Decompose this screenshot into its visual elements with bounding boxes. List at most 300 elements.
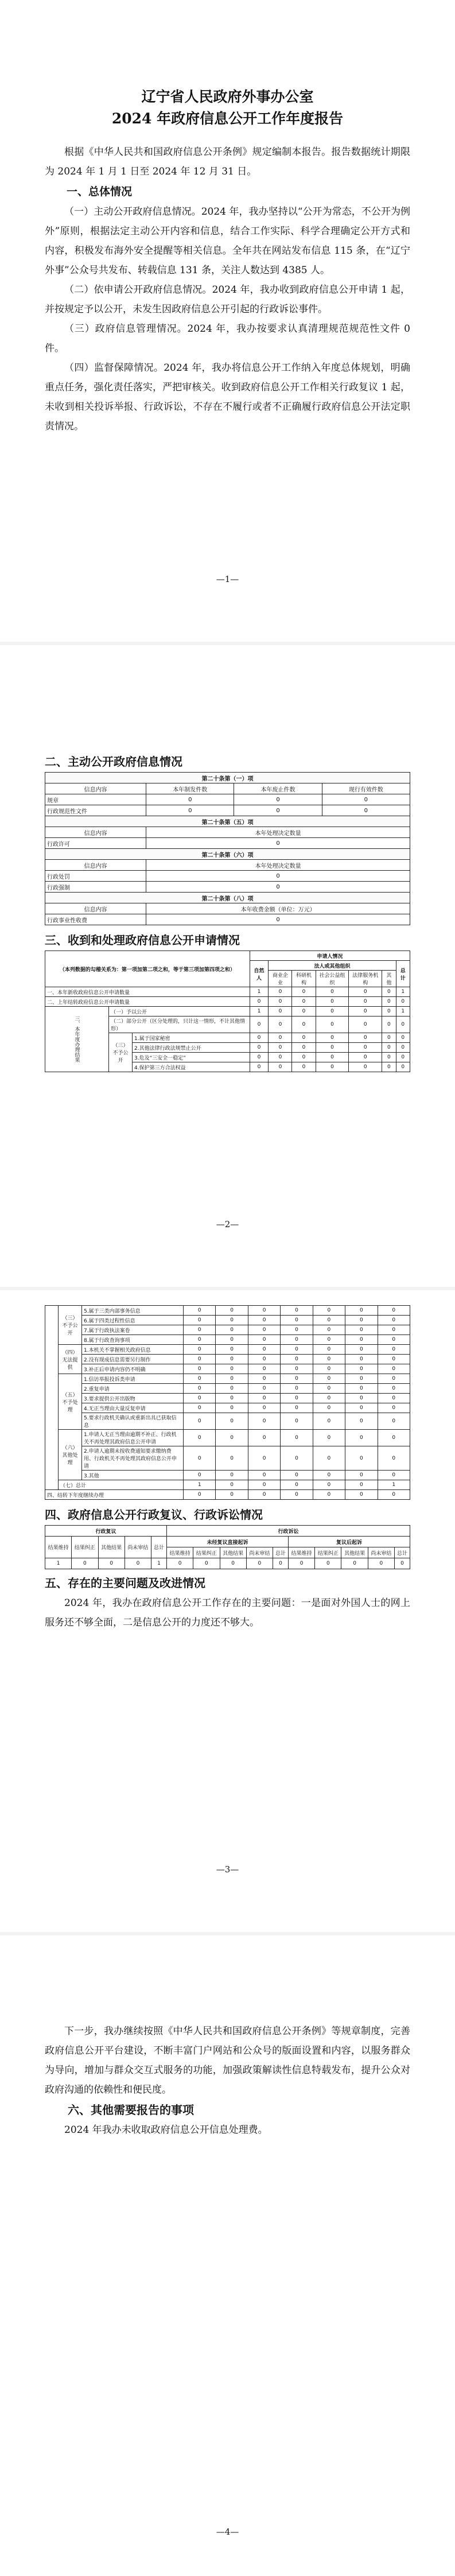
cell: 0 — [292, 1033, 316, 1043]
cell: 0 — [341, 1558, 368, 1569]
cell: 0 — [216, 1480, 248, 1490]
col-header: 信息内容 — [45, 860, 146, 871]
application-table-part2 — [45, 1305, 410, 1500]
cell: 0 — [248, 1394, 280, 1403]
cell: 0 — [184, 1394, 216, 1403]
table-row — [45, 1007, 410, 1017]
report-title-line1: 辽宁省人民政府外事办公室 — [141, 88, 314, 105]
table-row — [45, 1394, 410, 1403]
cell: 0 — [292, 1017, 316, 1033]
group-label: （六）其他处理 — [59, 1430, 82, 1480]
page-3 — [0, 1290, 455, 1932]
cell: 0 — [216, 1430, 248, 1446]
table-row — [45, 1364, 410, 1374]
row-label: 1.属于国家秘密 — [133, 1033, 250, 1043]
table-row — [45, 1355, 410, 1364]
cell: 0 — [184, 1345, 216, 1355]
cell: 0 — [292, 1062, 316, 1072]
cell: 0 — [281, 1430, 313, 1446]
cell: 0 — [281, 1384, 313, 1394]
cell: 0 — [349, 1017, 382, 1033]
table-row — [45, 1471, 410, 1480]
col-header: 社会公益组织 — [316, 971, 349, 987]
col-header: 其他结果 — [220, 1547, 246, 1558]
cell: 0 — [313, 1490, 345, 1500]
cell: 0 — [349, 987, 382, 997]
cell: 0 — [216, 1471, 248, 1480]
row-label: （二）部分公开（区分处理的，只计这一情形，不计其他情形） — [109, 1017, 250, 1033]
col-header: 尚未审结 — [246, 1547, 273, 1558]
cell: 0 — [248, 1430, 280, 1446]
review-header: 行政复议 — [45, 1526, 167, 1537]
cell: 0 — [313, 1430, 345, 1446]
row-label: 6.属于四类过程性信息 — [82, 1316, 184, 1325]
cell: 0 — [216, 1413, 248, 1430]
cell: 0 — [378, 1364, 410, 1374]
row-label: 7.属于行政执法案卷 — [82, 1325, 184, 1335]
cell: 0 — [216, 1490, 248, 1500]
row-label: 8.属于行政查询事项 — [82, 1335, 184, 1345]
cell: 0 — [248, 1490, 280, 1500]
cell: 0 — [349, 1007, 382, 1017]
cell: 0 — [184, 1335, 216, 1345]
cell: 0 — [146, 805, 234, 816]
row-label: 行政强制 — [45, 882, 146, 893]
cell: 0 — [315, 1558, 341, 1569]
row-label: 行政处罚 — [45, 871, 146, 882]
cell: 0 — [378, 1325, 410, 1335]
cell: 0 — [250, 1043, 269, 1053]
application-table-part1 — [45, 951, 410, 1072]
cell: 0 — [345, 1471, 378, 1480]
cell: 0 — [281, 1403, 313, 1413]
cell: 0 — [273, 1558, 289, 1569]
section6-para: 2024 年我办未收取政府信息公开信息处理费。 — [64, 2124, 268, 2136]
person-header: 自然人 — [250, 961, 269, 987]
cell: 0 — [345, 1394, 378, 1403]
row-label: 4.无正当理由大量反复申请 — [82, 1403, 184, 1413]
cell: 0 — [248, 1325, 280, 1335]
col-header: 结果维持 — [288, 1547, 314, 1558]
cell: 0 — [216, 1374, 248, 1384]
cell: 0 — [281, 1374, 313, 1384]
cell: 0 — [396, 1062, 410, 1072]
table-row — [45, 1403, 410, 1413]
cell: 0 — [382, 987, 396, 997]
cell: 0 — [269, 1017, 292, 1033]
row-label: 3.要求提供公开出版物 — [82, 1394, 184, 1403]
cell: 0 — [345, 1430, 378, 1446]
cell: 0 — [378, 1306, 410, 1316]
cell: 0 — [322, 805, 410, 816]
cell: 0 — [184, 1384, 216, 1394]
group-label: 三、本年度办理结果 — [45, 1007, 109, 1072]
cell: 0 — [316, 1053, 349, 1062]
cell: 0 — [234, 794, 322, 805]
cell: 0 — [281, 1394, 313, 1403]
col-header: 结果纠正 — [315, 1547, 341, 1558]
cell: 0 — [378, 1355, 410, 1364]
cell: 0 — [216, 1355, 248, 1364]
cell: 1 — [378, 1480, 410, 1490]
cell: 0 — [166, 1558, 193, 1569]
cell: 0 — [216, 1345, 248, 1355]
cell: 0 — [281, 1335, 313, 1345]
row-label: 3.危及“三安全一稳定” — [133, 1053, 250, 1062]
cell: 0 — [146, 794, 234, 805]
review-lawsuit-table — [45, 1525, 410, 1569]
cell: 0 — [382, 1053, 396, 1062]
cell: 0 — [248, 1403, 280, 1413]
cell: 0 — [345, 1374, 378, 1384]
cell: 0 — [248, 1355, 280, 1364]
col-header: 本年废止件数 — [234, 783, 322, 794]
cell: 0 — [248, 1335, 280, 1345]
table-row — [45, 997, 410, 1007]
section1-para-1: （一）主动公开政府信息情况。2024 年，我办坚持以“公开为常态，不公开为例外”原则，根据法定主动公开内容和信息，结合工作实际、科学合理确定公开方式和内容，积极发布海外安全提醒等相关信息。全年共在网站发布信息 115 条，在“辽宁外事”公众号共发布、转载信息 131 条，关注人数达到 4385 人。 — [45, 206, 410, 276]
row-spacer — [45, 1306, 59, 1490]
cell: 0 — [72, 1558, 98, 1569]
section5-para-1: 2024 年，我办在政府信息公开工作存在的主要问题：一是面对外国人士的网上服务还不够全面，二是信息公开的力度还不够大。 — [45, 1597, 410, 1628]
cell: 0 — [378, 1430, 410, 1446]
row-label: 2.重复申请 — [82, 1384, 184, 1394]
col-header: 尚未审结 — [125, 1537, 151, 1558]
row-label: 1.申请人无正当理由逾期不补正、行政机关不再处理其政府信息公开申请 — [82, 1430, 184, 1446]
cell: 0 — [345, 1413, 378, 1430]
cell: 0 — [345, 1345, 378, 1355]
col-header: 其他结果 — [341, 1547, 368, 1558]
cell: 0 — [292, 997, 316, 1007]
cell: 1 — [45, 1558, 72, 1569]
cell: 0 — [184, 1374, 216, 1384]
cell: 0 — [125, 1558, 151, 1569]
col-header: 信息内容 — [45, 783, 146, 794]
cell: 0 — [269, 1043, 292, 1053]
section5-para-2: 下一步，我办继续按照《中华人民共和国政府信息公开条例》等规章制度，完善政府信息公开平台建设，不断丰富门户网站和公众号的版面设置和内容，以服务群众为导向，增加与群众交互式服务的功能，加强政策解读性信息特载发布，提升公众对政府沟通的依赖性和便民度。 — [45, 2026, 410, 2096]
cell: 0 — [281, 1306, 313, 1316]
cell: 0 — [216, 1384, 248, 1394]
total-header: 总计 — [396, 961, 410, 987]
cell: 0 — [378, 1335, 410, 1345]
section6-heading: 六、其他需要报告的事项 — [68, 2103, 194, 2117]
corner-note: （本列数据的勾稽关系为：第一项加第二项之和，等于第三项加第四项之和） — [45, 951, 250, 987]
row-label: 3.其他 — [82, 1471, 184, 1480]
col-header: 总计 — [395, 1547, 410, 1558]
cell: 0 — [248, 1384, 280, 1394]
page-4 — [0, 1935, 455, 2576]
cell: 0 — [292, 1007, 316, 1017]
cell: 0 — [184, 1355, 216, 1364]
cell: 0 — [184, 1490, 216, 1500]
cell: 0 — [382, 1033, 396, 1043]
sub-group-label: （三）不予公开 — [109, 1033, 133, 1072]
cell: 0 — [382, 1017, 396, 1033]
cell: 0 — [216, 1394, 248, 1403]
cell: 1 — [184, 1480, 216, 1490]
section1-para-3: （三）政府信息管理情况。2024 年，我办按要求认真清理规范规范性文件 0 件。 — [45, 323, 410, 354]
cell: 1 — [396, 1007, 410, 1017]
cell: 0 — [378, 1374, 410, 1384]
cell: 0 — [345, 1335, 378, 1345]
cell: 0 — [395, 1558, 410, 1569]
col-header: 科研机构 — [292, 971, 316, 987]
cell: 0 — [313, 1413, 345, 1430]
col-header: 本年制发件数 — [146, 783, 234, 794]
cell: 0 — [146, 838, 410, 849]
row-label: 四、结转下年度继续办理 — [45, 1490, 184, 1500]
cell: 0 — [146, 882, 410, 893]
table-row — [45, 1325, 410, 1335]
table-row-total — [45, 1480, 410, 1490]
cell: 1 — [250, 987, 269, 997]
cell: 0 — [281, 1490, 313, 1500]
cell: 0 — [250, 1062, 269, 1072]
cell: 0 — [216, 1335, 248, 1345]
row-label: 5.属于三类内部事务信息 — [82, 1306, 184, 1316]
cell: 0 — [316, 1062, 349, 1072]
page-number: —1— — [216, 574, 239, 584]
page-2 — [0, 645, 455, 1287]
cell: 0 — [322, 794, 410, 805]
cell: 0 — [248, 1364, 280, 1374]
cell: 0 — [248, 1316, 280, 1325]
cell: 0 — [382, 1043, 396, 1053]
cell: 1 — [250, 1007, 269, 1017]
cell: 0 — [345, 1316, 378, 1325]
row-label: 行政许可 — [45, 838, 146, 849]
section1-para-2: （二）依申请公开政府信息情况。2024 年，我办收到政府信息公开申请 1 起，并按规定予以公开，未发生因政府信息公开引起的行政诉讼事件。 — [45, 284, 410, 315]
applicant-header: 申请人情况 — [250, 951, 410, 961]
cell: 0 — [216, 1364, 248, 1374]
cell: 0 — [378, 1384, 410, 1394]
cell: 0 — [248, 1471, 280, 1480]
cell: 0 — [316, 1007, 349, 1017]
cell: 0 — [368, 1558, 394, 1569]
cell: 0 — [248, 1480, 280, 1490]
cell: 0 — [269, 987, 292, 997]
group-label: （四）无法提供 — [59, 1345, 82, 1374]
table-row — [45, 1446, 410, 1471]
cell: 0 — [345, 1384, 378, 1394]
band-art20-1: 第二十条第（一）项 — [45, 773, 410, 783]
cell: 0 — [345, 1364, 378, 1374]
band-art20-8: 第二十条第（八）项 — [45, 893, 410, 903]
cell: 0 — [313, 1335, 345, 1345]
col-header: 其他结果 — [98, 1537, 125, 1558]
row-label: 2.其他法律行政法规禁止公开 — [133, 1043, 250, 1053]
table-row — [45, 1316, 410, 1325]
cell: 0 — [220, 1558, 246, 1569]
table-row — [45, 987, 410, 997]
cell: 0 — [313, 1345, 345, 1355]
row-label: 一、本年新收政府信息公开申请数量 — [45, 987, 250, 997]
page-number: —4— — [216, 2527, 239, 2537]
row-label: 5.要求行政机关确认或重新出具已获取信息 — [82, 1413, 184, 1430]
cell: 0 — [281, 1413, 313, 1430]
cell: 0 — [313, 1306, 345, 1316]
cell: 0 — [378, 1471, 410, 1480]
col-header: 结果纠正 — [193, 1547, 220, 1558]
cell: 0 — [248, 1446, 280, 1471]
cell: 0 — [250, 1033, 269, 1043]
cell: 0 — [250, 1017, 269, 1033]
cell: 0 — [193, 1558, 220, 1569]
cell: 0 — [313, 1394, 345, 1403]
cell: 0 — [292, 987, 316, 997]
cell: 0 — [378, 1413, 410, 1430]
band-art20-6: 第二十条第（六）项 — [45, 849, 410, 860]
table-row — [45, 1345, 410, 1355]
section4-heading: 四、政府信息公开行政复议、行政诉讼情况 — [45, 1508, 263, 1522]
row-label: 行政事业性收费 — [45, 914, 146, 925]
cell: 0 — [345, 1490, 378, 1500]
col-header: 本年收费金额（单位：万元） — [146, 903, 410, 914]
cell: 0 — [184, 1364, 216, 1374]
row-label: 4.保护第三方合法权益 — [133, 1062, 250, 1072]
col-header: 信息内容 — [45, 827, 146, 838]
lawsuit-header: 行政诉讼 — [166, 1526, 410, 1537]
cell: 0 — [349, 997, 382, 1007]
cell: 0 — [281, 1355, 313, 1364]
cell: 0 — [234, 805, 322, 816]
col-header: 其他 — [382, 971, 396, 987]
cell: 0 — [396, 1033, 410, 1043]
cell: 0 — [349, 1033, 382, 1043]
cell: 0 — [216, 1316, 248, 1325]
cell: 0 — [184, 1403, 216, 1413]
group-label: （五）不予处理 — [59, 1374, 82, 1430]
cell: 0 — [269, 1033, 292, 1043]
section5-heading: 五、存在的主要问题及改进情况 — [45, 1576, 205, 1590]
cell: 0 — [269, 1053, 292, 1062]
row-label: 二、上年结转政府信息公开申请数量 — [45, 997, 250, 1007]
cell: 0 — [313, 1374, 345, 1384]
cell: 0 — [349, 1062, 382, 1072]
cell: 0 — [281, 1316, 313, 1325]
cell: 0 — [316, 997, 349, 1007]
page-number: —2— — [216, 1219, 239, 1229]
table-row — [45, 1335, 410, 1345]
row-label: 规章 — [45, 794, 146, 805]
cell: 0 — [184, 1446, 216, 1471]
row-label: 1.信访举报投诉类申请 — [82, 1374, 184, 1384]
table-row — [45, 1374, 410, 1384]
table-row — [45, 1413, 410, 1430]
section1-para-4: （四）监督保障情况。2024 年，我办将信息公开工作纳入年度总体规划，明确重点任务，强化责任落实，严把审核关。收到政府信息公开工作相关行政复议 1 起，未收到相关投诉举报、行政诉讼，不存在不履行或者不正确履行政府信息公开法定职责情况。 — [45, 362, 410, 432]
cell: 0 — [378, 1394, 410, 1403]
section3-heading: 三、收到和处理政府信息公开申请情况 — [45, 933, 240, 947]
cell: 0 — [248, 1413, 280, 1430]
cell: 0 — [313, 1384, 345, 1394]
row-label: 行政规范性文件 — [45, 805, 146, 816]
cell: 0 — [378, 1403, 410, 1413]
cell: 0 — [98, 1558, 125, 1569]
cell: 1 — [396, 987, 410, 997]
cell: 0 — [281, 1364, 313, 1374]
cell: 0 — [281, 1345, 313, 1355]
row-label: 3.补正后申请内容仍不明确 — [82, 1364, 184, 1374]
section1-heading: 一、总体情况 — [67, 185, 133, 198]
cell: 0 — [345, 1355, 378, 1364]
cell: 0 — [184, 1471, 216, 1480]
cell: 0 — [246, 1558, 273, 1569]
cell: 0 — [313, 1364, 345, 1374]
cell: 0 — [349, 1053, 382, 1062]
cell: 0 — [216, 1306, 248, 1316]
active-disclosure-table — [45, 772, 410, 925]
cell: 0 — [382, 1007, 396, 1017]
cell: 0 — [382, 997, 396, 1007]
cell: 0 — [349, 1043, 382, 1053]
col-header: 信息内容 — [45, 903, 146, 914]
group-label: （三）不予公开 — [59, 1306, 82, 1345]
table-row-carryover — [45, 1490, 410, 1500]
page-1 — [0, 0, 455, 642]
legal-header: 法人或其他组织 — [269, 961, 396, 971]
cell: 0 — [146, 871, 410, 882]
table-row — [45, 1384, 410, 1394]
cell: 0 — [292, 1053, 316, 1062]
cell: 0 — [345, 1306, 378, 1316]
col-header: 本年处理决定数量 — [146, 827, 410, 838]
cell: 0 — [345, 1446, 378, 1471]
row-label: 2.没有现成信息需要另行制作 — [82, 1355, 184, 1364]
table-row — [45, 1430, 410, 1446]
col-header: 尚未审结 — [368, 1547, 394, 1558]
cell: 0 — [313, 1446, 345, 1471]
cell: 0 — [316, 1043, 349, 1053]
row-label: 2.申请人逾期未按收费通知要求缴纳费用、行政机关不再处理其政府信息公开申请 — [82, 1446, 184, 1471]
cell: 0 — [184, 1413, 216, 1430]
row-label: （七）总计 — [59, 1480, 184, 1490]
col-header: 法律服务机构 — [349, 971, 382, 987]
cell: 0 — [184, 1430, 216, 1446]
col-header: 总计 — [151, 1537, 167, 1558]
table-row — [45, 1306, 410, 1316]
cell: 0 — [396, 1017, 410, 1033]
cell: 0 — [313, 1480, 345, 1490]
cell: 0 — [396, 1053, 410, 1062]
col-header: 现行有效件数 — [322, 783, 410, 794]
cell: 0 — [216, 1325, 248, 1335]
intro-paragraph: 根据《中华人民共和国政府信息公开条例》规定编制本报告。报告数据统计期限为 2024 年 1 月 1 日至 2024 年 12 月 31 日。 — [45, 146, 410, 177]
col-header: 结果维持 — [166, 1547, 193, 1558]
band-art20-5: 第二十条第（五）项 — [45, 816, 410, 827]
cell: 0 — [269, 997, 292, 1007]
cell: 0 — [313, 1403, 345, 1413]
cell: 0 — [184, 1306, 216, 1316]
cell: 0 — [250, 1053, 269, 1062]
cell: 0 — [216, 1403, 248, 1413]
col-header: 结果维持 — [45, 1537, 72, 1558]
cell: 0 — [281, 1446, 313, 1471]
col-header: 总计 — [273, 1547, 289, 1558]
cell: 0 — [281, 1325, 313, 1335]
report-title-line2: 2024 年政府信息公开工作年度报告 — [111, 110, 344, 127]
cell: 0 — [378, 1345, 410, 1355]
cell: 0 — [146, 914, 410, 925]
cell: 0 — [316, 1033, 349, 1043]
row-label: （一）予以公开 — [109, 1007, 250, 1017]
cell: 0 — [248, 1306, 280, 1316]
cell: 0 — [281, 1471, 313, 1480]
cell: 0 — [288, 1558, 314, 1569]
cell: 0 — [248, 1374, 280, 1384]
cell: 0 — [345, 1480, 378, 1490]
cell: 0 — [313, 1355, 345, 1364]
cell: 0 — [316, 987, 349, 997]
page-number: —3— — [216, 1864, 239, 1875]
